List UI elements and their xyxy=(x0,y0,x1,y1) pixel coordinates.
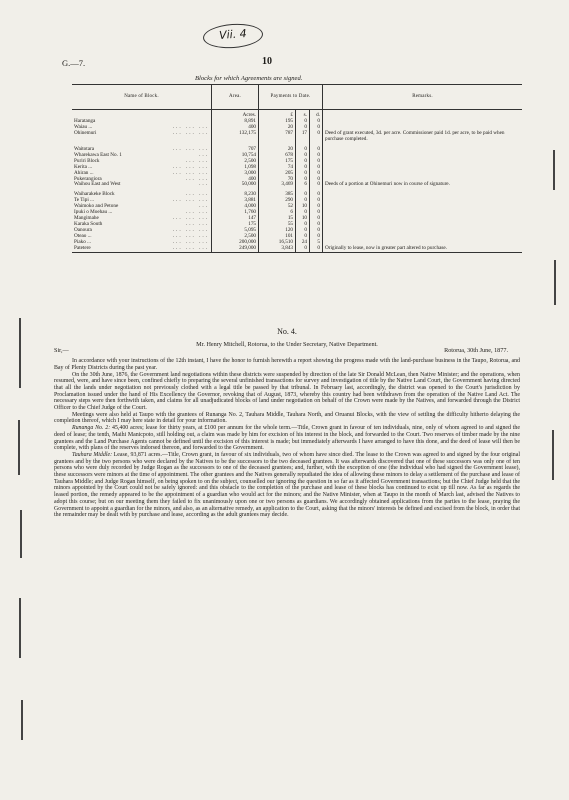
payment-shillings: 0 xyxy=(296,159,310,165)
block-name-text: Piako ... xyxy=(74,239,92,246)
margin-mark xyxy=(21,700,23,740)
table-row xyxy=(72,246,522,252)
tauhara-heading: Tauhara Middle: xyxy=(72,451,113,458)
payment-pounds: 20 xyxy=(259,125,296,131)
paragraph-tauhara xyxy=(54,452,520,519)
block-area: 1,760 xyxy=(212,210,259,216)
margin-mark xyxy=(19,598,21,658)
unit-pence: d. xyxy=(310,110,323,119)
payment-pence: 0 xyxy=(310,165,323,171)
tauhara-text: Lease, 93,871 acres.—Title, Crown grant, in favour of six individuals, two of whom have since died. The lease to the Crown was agreed to and signed by the four original grantees and by the two persons who were declared by the Natives to be the successors to the two deceased grantees. It was afterwards discovered that one of these successors was only one of ten persons who were duly recorded by Judge Rogan as the successors to one of the deceased grantees; and, further, with the exception of one (the individual who had signed the Government lease), these successors were minors at the time of appointment. The other grantees and the Natives generally repudiated the idea of allowing these minors to delay a settlement of the purchase and lease of Tauhara Middle; and Judge Rogan himself, on being spoken to on the subject, counselled our ignoring the question in so far as it affected Government transactions; but the Chief Judge held that the minors appointed by the Court could not be safely ignored: and this obstacle to the completion of the purchase and lease of these blocks has continued to exist up till now. As far as regards the leased portion, the remedy appeared to be the appointment of a guardian who would act for the minors; and the Native Minister, when at Taupo in the month of March last, advised the Natives to adopt this course; but on our meeting them they failed to fix unanimously upon one or two persons as guardians. We accordingly obtained applications from the parties to the lease, praying the Government to appoint a guardian for the minors, and also, as an alternative remedy, an application to the Court, asking that the minors' interests be defined and excised from the block, in order that the remainder may be dealt with by purchase and lease, according as the adult grantees may decide. xyxy=(54,451,520,519)
block-name-text: Ahiran ... xyxy=(74,169,94,176)
payment-shillings: 0 xyxy=(296,171,310,177)
payment-shillings: 0 xyxy=(296,177,310,183)
payment-pence: 0 xyxy=(310,198,323,204)
payment-pounds: 385 xyxy=(259,188,296,198)
block-name-text: Mangimahe xyxy=(74,215,99,222)
runanga-text: 45,400 acres; lease for thirty years, at £100 per annum for the whole term.—Title, Crown grant in favour of ten individuals, nine, only of whom agreed to and signed the deed of lease; the tenth, Maihi Manicpoto, still holding out, a claim was made by him for excision of his interest in the block, and forwarded to the Court. Two reserves of timber made by the nine grantees and the Land Purchase Agents cannot be defined until the excision of this interest is made; but immediately afterwards I have arranged to have this done, and the deed of lease will then be complete, with plans of the reserves indorsed thereon, and forwarded to the Government. xyxy=(54,425,520,452)
units-row xyxy=(72,110,522,119)
block-remarks: Deed of grant executed, 3d. per acre. Commissioner paid 1d. per acre, to be paid when purchase completed. xyxy=(323,131,523,143)
table-row xyxy=(72,143,522,153)
leader-dots: ... ... ... xyxy=(172,123,209,130)
address-line xyxy=(54,348,520,355)
block-area: 10,754 xyxy=(212,153,259,159)
payment-pence: 0 xyxy=(310,188,323,198)
block-area: 3,881 xyxy=(212,198,259,204)
place-date: Rotorua, 30th June, 1877. xyxy=(444,347,508,355)
block-name-text: Pukerangiora xyxy=(74,175,102,182)
payment-pounds: 6 xyxy=(259,210,296,216)
block-remarks: Deeds of a portion at Ohinemuri now in course of signature. xyxy=(323,182,523,188)
runanga-heading: Runanga No. 2: xyxy=(72,425,111,432)
block-name-text: Patetere xyxy=(74,245,91,252)
document-reference: G.—7. xyxy=(62,58,86,68)
block-name-text: Oanoura xyxy=(74,227,92,234)
margin-mark xyxy=(20,510,22,558)
table-caption: Blocks for which Agreements are signed. xyxy=(195,75,303,82)
header-payments: Payments to Date. xyxy=(259,85,323,110)
margin-mark xyxy=(18,420,20,475)
block-remarks xyxy=(323,143,523,153)
payment-shillings: 17 xyxy=(296,131,310,143)
header-remarks: Remarks. xyxy=(323,85,523,110)
block-remarks xyxy=(323,188,523,198)
unit-pounds: £ xyxy=(259,110,296,119)
payment-pounds: 101 xyxy=(259,234,296,240)
payment-pence: 0 xyxy=(310,171,323,177)
payment-pounds: 205 xyxy=(259,171,296,177)
block-area: 200,000 xyxy=(212,240,259,246)
block-area: 400 xyxy=(212,125,259,131)
leader-dots: ... ... ... xyxy=(172,239,209,246)
payment-shillings: 10 xyxy=(296,204,310,210)
paragraph-2: On the 30th June, 1876, the Government land negotiations within these districts were suspended by direction of the late Sir Donald McLean, then Native Minister; and the operations, when resumed, were, and have since been, confined chiefly to preparing the several unfinished transactions for survey and investigation of title by the Native Land Court, the Government having directed that all the lands under negotiation not previously clothed with a legal title be passed by that tribunal. In February last, accordingly, the district was opened to the Court's jurisdiction by Proclamation issued under the hand of His Excellency the Governor, revoking that of August, 1873, whereby this country had been withdrawn from the operation of the Native Land Act. The necessary steps were then forthwith taken, and claims for all unadjudicated blocks of land under negotiation on behalf of the Crown were made by the Natives, and forwarded through the District Officer to the Chief Judge of the Court. xyxy=(54,371,520,412)
payment-pounds: 20 xyxy=(259,143,296,153)
payment-shillings: 0 xyxy=(296,234,310,240)
block-name-text: Waiharakeke Block xyxy=(74,191,115,198)
archive-stamp: Vii. 4 xyxy=(202,22,264,50)
block-area: 4,000 xyxy=(212,204,259,210)
leader-dots: ... xyxy=(199,151,209,158)
table-row xyxy=(72,188,522,198)
margin-mark xyxy=(19,318,21,388)
payment-shillings: 24 xyxy=(296,240,310,246)
unit-acres: Acres. xyxy=(212,110,259,119)
payment-pence: 0 xyxy=(310,131,323,143)
leader-dots: ... ... ... xyxy=(172,215,209,222)
payment-pounds: 195 xyxy=(259,119,296,125)
payment-pence: 0 xyxy=(310,234,323,240)
paragraph-1: In accordance with your instructions of the 12th instant, I have the honor to furnish herewith a report showing the progress made with the land-purchase business in the Taupo, Rotorua, and Bay of Plenty Districts during the past year. xyxy=(54,358,520,371)
payment-shillings: 6 xyxy=(296,182,310,188)
block-name-text: Wharekawa East No. 1 xyxy=(74,151,122,158)
paragraph-runanga xyxy=(54,425,520,452)
block-name-text: Ipuki o Moehau ... xyxy=(74,209,113,216)
payment-shillings: 0 xyxy=(296,119,310,125)
block-area: 50,000 xyxy=(212,182,259,188)
section-number: No. 4. xyxy=(277,327,297,336)
block-area: 2,500 xyxy=(212,159,259,165)
leader-dots: ... ... xyxy=(185,175,209,182)
table-row xyxy=(72,131,522,143)
leader-dots: ... ... ... xyxy=(172,163,209,170)
payment-pence: 0 xyxy=(310,153,323,159)
payment-pence: 0 xyxy=(310,177,323,183)
page-number: 10 xyxy=(262,56,272,67)
margin-mark xyxy=(552,430,554,480)
leader-dots: ... ... xyxy=(185,221,209,228)
block-name-text: Kerita ... xyxy=(74,163,93,170)
block-area: 175 xyxy=(212,222,259,228)
payment-shillings: 0 xyxy=(296,188,310,198)
leader-dots: ... ... ... xyxy=(172,169,209,176)
payment-shillings: 0 xyxy=(296,153,310,159)
block-name-text: Waihou East and West xyxy=(74,181,121,188)
leader-dots: ... ... ... xyxy=(172,233,209,240)
block-area: 249,000 xyxy=(212,246,259,252)
header-name: Name of Block. xyxy=(72,85,212,110)
leader-dots: ... ... xyxy=(185,191,209,198)
payment-pence: 0 xyxy=(310,228,323,234)
block-name-text: Haratanga xyxy=(74,117,96,124)
blocks-table xyxy=(72,84,522,253)
payment-pence: 0 xyxy=(310,182,323,188)
letter-from: Mr. Henry Mitchell, Rotorua, to the Under Secretary, Native Department. xyxy=(196,340,378,348)
block-remarks: Originally to lease, now in greater part altered to purchase. xyxy=(323,246,523,252)
leader-dots: ... ... ... xyxy=(172,227,209,234)
block-name-text: Waitotara xyxy=(74,145,95,152)
margin-mark xyxy=(553,150,555,190)
block-area: 2,500 xyxy=(212,234,259,240)
leader-dots: ... xyxy=(199,181,209,188)
block-area: 707 xyxy=(212,143,259,153)
block-name-text: Ohinemuri xyxy=(74,129,97,136)
block-name-text: Te Tipi ... xyxy=(74,197,94,204)
payment-pounds: 290 xyxy=(259,198,296,204)
block-area: 3,000 xyxy=(212,171,259,177)
block-name-text: Waiau ... xyxy=(74,123,93,130)
unit-shillings: s. xyxy=(296,110,310,119)
payment-pounds: 175 xyxy=(259,159,296,165)
header-area: Area. xyxy=(212,85,259,110)
leader-dots: ... ... ... xyxy=(172,145,209,152)
block-area: 147 xyxy=(212,216,259,222)
leader-dots: ... ... ... xyxy=(172,129,209,136)
payment-shillings: 0 xyxy=(296,246,310,252)
payment-pounds: 55 xyxy=(259,222,296,228)
block-name xyxy=(72,131,212,143)
letter-body xyxy=(54,329,520,519)
payment-shillings: 0 xyxy=(296,222,310,228)
paragraph-3: Meetings were also held at Taupo with the grantees of Runanga No. 2, Tauhara Middle, Tauhara North, and Oruanui Blocks, with the view of settling the difficulty hitherto delaying the completion thereof, which I may here state in detail for your information. xyxy=(54,411,520,425)
payment-pence: 0 xyxy=(310,119,323,125)
payment-pounds: 15 xyxy=(259,216,296,222)
block-name xyxy=(72,246,212,252)
leader-dots: ... ... xyxy=(185,209,209,216)
payment-pounds: 70 xyxy=(259,177,296,183)
payment-pence: 0 xyxy=(310,159,323,165)
payment-pounds: 678 xyxy=(259,153,296,159)
payment-shillings: 0 xyxy=(296,125,310,131)
block-area: 132,175 xyxy=(212,131,259,143)
payment-pounds: 787 xyxy=(259,131,296,143)
block-name-text: Oteao ... xyxy=(74,233,92,240)
payment-pence: 0 xyxy=(310,210,323,216)
payment-shillings: 0 xyxy=(296,143,310,153)
payment-shillings: 0 xyxy=(296,165,310,171)
payment-pence: 5 xyxy=(310,240,323,246)
block-name-text: Puriri Block xyxy=(74,157,100,164)
payment-pence: 0 xyxy=(310,204,323,210)
payment-shillings: 0 xyxy=(296,228,310,234)
leader-dots: ... ... ... xyxy=(172,245,209,252)
block-area: 5,095 xyxy=(212,228,259,234)
salutation: Sir,— xyxy=(54,347,69,355)
payment-pounds: 3,843 xyxy=(259,246,296,252)
leader-dots: ... ... ... xyxy=(172,197,209,204)
payment-pence: 0 xyxy=(310,125,323,131)
block-area: 400 xyxy=(212,177,259,183)
payment-pence: 0 xyxy=(310,143,323,153)
payment-pence: 0 xyxy=(310,246,323,252)
block-name-text: Karaka South xyxy=(74,221,103,228)
block-name-text: Waimoko and Petone xyxy=(74,203,119,210)
payment-shillings: 10 xyxy=(296,216,310,222)
margin-mark xyxy=(554,260,556,305)
payment-pounds: 16,510 xyxy=(259,240,296,246)
block-area: 8,891 xyxy=(212,119,259,125)
payment-shillings: 0 xyxy=(296,198,310,204)
payment-pounds: 52 xyxy=(259,204,296,210)
leader-dots: ... xyxy=(199,203,209,210)
payment-pounds: 3,469 xyxy=(259,182,296,188)
payment-pence: 0 xyxy=(310,216,323,222)
leader-dots: ... ... xyxy=(185,157,209,164)
block-area: 8,230 xyxy=(212,188,259,198)
payment-shillings: 0 xyxy=(296,210,310,216)
table-header-row xyxy=(72,85,522,110)
payment-pounds: 74 xyxy=(259,165,296,171)
block-area: 1,098 xyxy=(212,165,259,171)
payment-pounds: 120 xyxy=(259,228,296,234)
payment-pence: 0 xyxy=(310,222,323,228)
